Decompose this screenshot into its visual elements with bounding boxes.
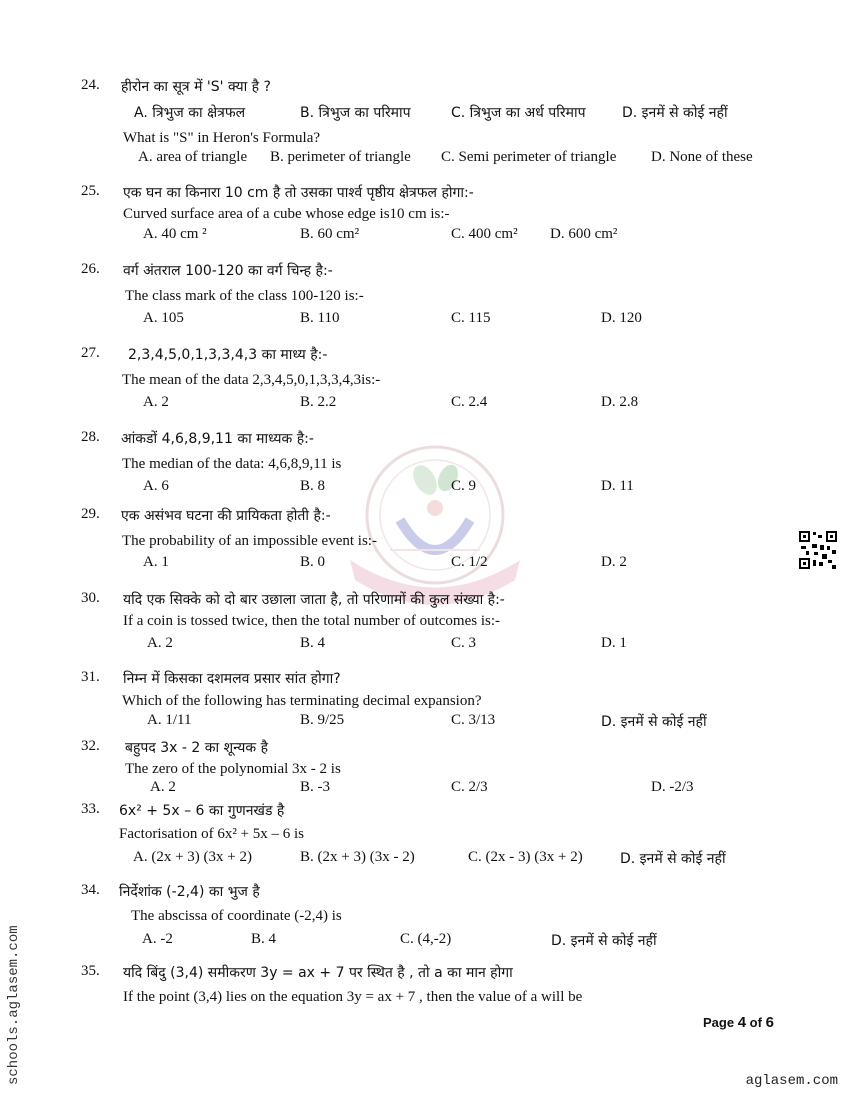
option-c: C. 400 cm²	[451, 226, 518, 242]
option-a: A. 105	[143, 310, 184, 326]
question-number: 33.	[81, 801, 100, 817]
of-label: of	[749, 1015, 762, 1030]
question-text-english: Curved surface area of a cube whose edge is10 cm is:-	[123, 206, 450, 222]
question-text-english: Which of the following has terminating decimal expansion?	[122, 693, 482, 709]
option-a: A. 2	[143, 394, 169, 410]
option-b: B. -3	[300, 779, 330, 795]
page-current: 4	[737, 1014, 747, 1031]
question-text-hindi: एक घन का किनारा 10 cm है तो उसका पार्श्व पृष्ठीय क्षेत्रफल होगा:-	[123, 185, 474, 201]
option-b: B. 0	[300, 554, 326, 570]
question-text-english: The abscissa of coordinate (-2,4) is	[131, 908, 342, 924]
question-text-hindi: आंकडों 4,6,8,9,11 का माध्यक है:-	[121, 431, 314, 447]
option-a: A. 40 cm ²	[143, 226, 207, 242]
question-text-english: The zero of the polynomial 3x - 2 is	[125, 761, 341, 777]
page-number	[703, 1014, 774, 1031]
option-c: C. (4,-2)	[400, 931, 452, 947]
option-d: D. 120	[601, 310, 642, 326]
option-c: C. Semi perimeter of triangle	[441, 149, 617, 165]
option-a: A. 6	[143, 478, 169, 494]
option-c: C. 3/13	[451, 712, 496, 728]
option-c: C. 115	[451, 310, 491, 326]
question-text-english: If a coin is tossed twice, then the total number of outcomes is:-	[123, 613, 500, 629]
option-b: B. 110	[300, 310, 340, 326]
option-d: D. इनमें से कोई नहीं	[601, 714, 707, 730]
question-text-hindi: 6x² + 5x – 6 का गुणनखंड है	[119, 803, 285, 819]
site-url: aglasem.com	[745, 1073, 838, 1089]
question-number: 26.	[81, 261, 100, 277]
option-c-hindi: C. त्रिभुज का अर्ध परिमाप	[451, 105, 586, 121]
question-text-hindi: यदि एक सिक्के को दो बार उछाला जाता है, तो परिणामों की कुल संख्या है:-	[123, 592, 505, 608]
option-d: D. इनमें से कोई नहीं	[551, 933, 657, 949]
option-d: D. 2.8	[601, 394, 639, 410]
option-d-hindi: D. इनमें से कोई नहीं	[622, 105, 728, 121]
question-text-hindi: एक असंभव घटना की प्रायिकता होती है:-	[121, 508, 331, 524]
option-b: B. 8	[300, 478, 326, 494]
question-text-english: What is "S" in Heron's Formula?	[123, 130, 321, 146]
option-a: A. (2x + 3) (3x + 2)	[133, 849, 252, 865]
question-text-hindi: हीरोन का सूत्र में 'S' क्या है ?	[121, 79, 271, 95]
question-text-english: The class mark of the class 100-120 is:-	[125, 288, 364, 304]
question-number: 27.	[81, 345, 100, 361]
option-a: A. -2	[142, 931, 173, 947]
option-d: D. -2/3	[651, 779, 694, 795]
question-number: 29.	[81, 506, 100, 522]
question-text-hindi: वर्ग अंतराल 100-120 का वर्ग चिन्ह है:-	[123, 263, 333, 279]
question-text-hindi: 2,3,4,5,0,1,3,3,4,3 का माध्य है:-	[128, 347, 328, 363]
question-text-english: If the point (3,4) lies on the equation 3y = ax + 7 , then the value of a will be	[123, 989, 583, 1005]
option-a: A. 1	[143, 554, 169, 570]
side-url: schools.aglasem.com	[6, 925, 22, 1085]
option-d: D. 2	[601, 554, 627, 570]
question-text-hindi: निर्देशांक (-2,4) का भुज है	[119, 884, 260, 900]
question-number: 34.	[81, 882, 100, 898]
option-c: C. 9	[451, 478, 477, 494]
question-text-english: The mean of the data 2,3,4,5,0,1,3,3,4,3is:-	[122, 372, 381, 388]
question-text-english: Factorisation of 6x² + 5x – 6 is	[119, 826, 305, 842]
question-number: 35.	[81, 963, 100, 979]
question-number: 31.	[81, 669, 100, 685]
question-number: 25.	[81, 183, 100, 199]
qr-code	[798, 530, 838, 570]
option-c: C. 1/2	[451, 554, 488, 570]
question-number: 30.	[81, 590, 100, 606]
question-number: 24.	[81, 77, 100, 93]
option-a: A. 2	[150, 779, 176, 795]
option-a: A. 1/11	[147, 712, 192, 728]
page-total: 6	[765, 1014, 774, 1031]
question-text-hindi: बहुपद 3x - 2 का शून्यक है	[125, 740, 269, 756]
page-label: Page	[703, 1015, 735, 1030]
option-a: A. area of triangle	[138, 149, 248, 165]
option-c: C. 2.4	[451, 394, 488, 410]
option-b: B. 4	[300, 635, 326, 651]
question-text-english: The probability of an impossible event is:-	[122, 533, 377, 549]
question-text-hindi: यदि बिंदु (3,4) समीकरण 3y = ax + 7 पर स्थित है , तो a का मान होगा	[123, 965, 513, 981]
option-a: A. 2	[147, 635, 173, 651]
option-d: D. 600 cm²	[550, 226, 618, 242]
question-text-english: The median of the data: 4,6,8,9,11 is	[122, 456, 342, 472]
option-d: D. 11	[601, 478, 634, 494]
option-b: B. perimeter of triangle	[270, 149, 411, 165]
option-b: B. 9/25	[300, 712, 345, 728]
option-d: D. इनमें से कोई नहीं	[620, 851, 726, 867]
option-b-hindi: B. त्रिभुज का परिमाप	[300, 105, 411, 121]
option-d: D. 1	[601, 635, 627, 651]
option-a-hindi: A. त्रिभुज का क्षेत्रफल	[134, 105, 246, 121]
question-number: 32.	[81, 738, 100, 754]
question-number: 28.	[81, 429, 100, 445]
option-b: B. (2x + 3) (3x - 2)	[300, 849, 415, 865]
option-d: D. None of these	[651, 149, 753, 165]
option-c: C. 3	[451, 635, 477, 651]
option-c: C. (2x - 3) (3x + 2)	[468, 849, 583, 865]
option-c: C. 2/3	[451, 779, 488, 795]
option-b: B. 4	[251, 931, 277, 947]
question-text-hindi: निम्न में किसका दशमलव प्रसार सांत होगा?	[123, 671, 341, 687]
option-b: B. 2.2	[300, 394, 337, 410]
option-b: B. 60 cm²	[300, 226, 360, 242]
